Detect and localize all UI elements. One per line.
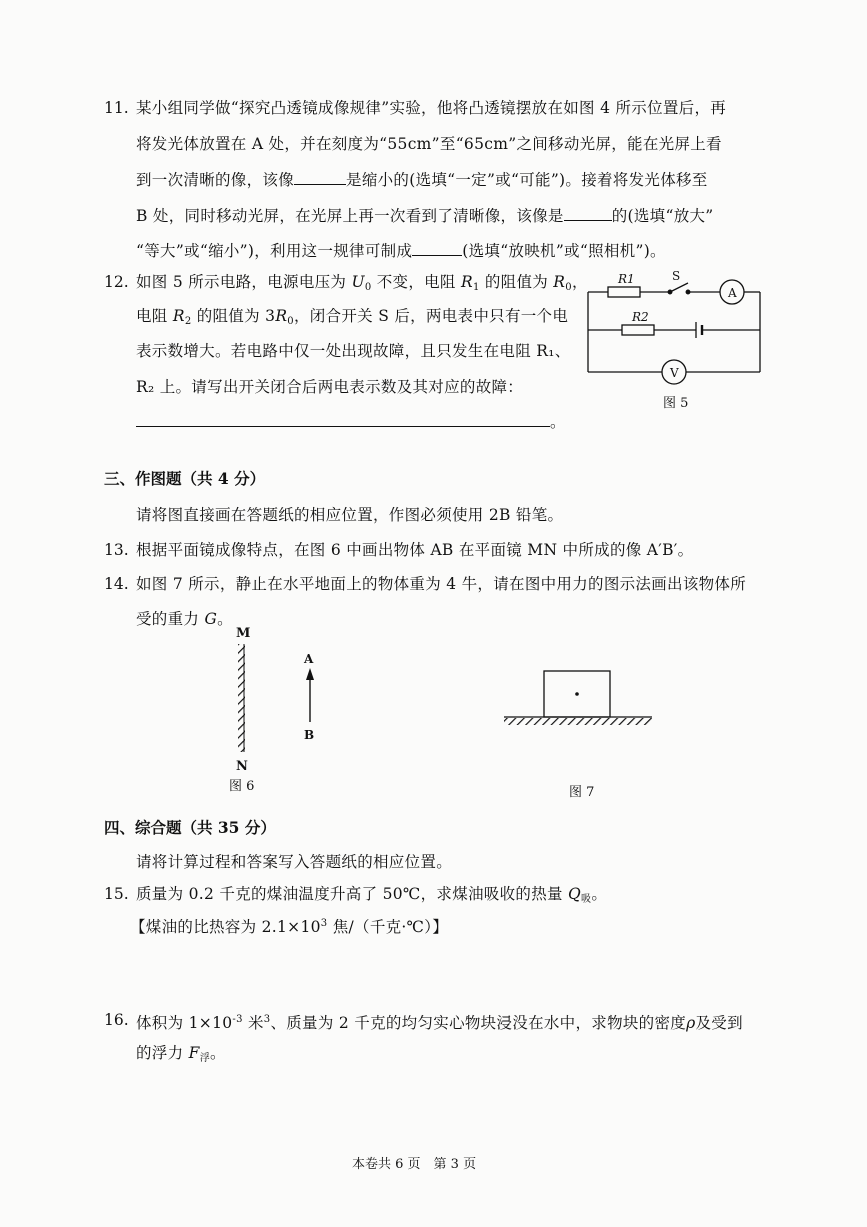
q15-l1b: 。	[591, 885, 608, 903]
section4-title: 四、综合题（共 35 分）	[104, 818, 276, 837]
q12-line2	[136, 306, 568, 332]
ground-hatch	[504, 718, 652, 725]
mirror-label-m: M	[236, 626, 251, 641]
q11-line4-a: B 处，同时移动光屏，在光屏上再一次看到了清晰像，该像是	[136, 207, 564, 225]
q11-line2: 将发光体放置在 A 处，并在刻度为“55cm”至“65cm”之间移动光屏，能在光屏上看	[136, 135, 722, 153]
q15-number: 15.	[104, 885, 129, 903]
q12-R0-sub-2: 0	[287, 316, 294, 327]
q12-R0: R	[553, 273, 566, 291]
q12-R1-sub: 1	[472, 282, 480, 293]
object-label-a: A	[304, 652, 314, 666]
section4-instructions: 请将计算过程和答案写入答题纸的相应位置。	[136, 853, 453, 871]
resistor-r2	[622, 325, 654, 335]
q12-R2: R	[172, 307, 185, 325]
figure5-caption: 图 5	[663, 396, 689, 411]
q12-l1c: 的阻值为	[479, 273, 554, 291]
section3-title: 三、作图题（共 4 分）	[104, 469, 266, 488]
q12-line3: 表示数增大。若电路中仅一处出现故障，且只发生在电阻 R₁、	[136, 342, 571, 360]
q12-R0-2: R	[275, 307, 288, 325]
q13-text: 根据平面镜成像特点，在图 6 中画出物体 AB 在平面镜 MN 中所成的像 A′B′。	[136, 541, 694, 559]
q12-line1	[136, 272, 588, 298]
q11-blank1[interactable]	[294, 170, 346, 185]
q16-l1d: 及受到	[695, 1014, 743, 1032]
q16-l1-sup2: 3	[263, 1014, 271, 1025]
q11-line5	[136, 241, 666, 261]
q16-l1c: 、质量为 2 千克的均匀实心物块浸没在水中，求物块的密度	[270, 1014, 687, 1032]
q11-line3-b: 是缩小的(选填“一定”或“可能”)。接着将发光体移至	[346, 171, 708, 189]
switch-s	[670, 283, 688, 292]
q11-line5-a: “等大”或“缩小”)，利用这一规律可制成	[136, 242, 413, 260]
figure7-caption: 图 7	[569, 785, 595, 800]
label-a: A	[728, 286, 737, 300]
q12-l1d: ，	[571, 273, 588, 291]
q11-line4	[136, 206, 714, 226]
q15-line2	[130, 914, 448, 937]
q16-F: F	[188, 1044, 200, 1062]
q15-l2-sup: 3	[320, 918, 328, 929]
figure5-circuit	[584, 268, 774, 388]
q12-l2a: 电阻	[136, 307, 173, 325]
mirror-label-n: N	[236, 759, 248, 772]
q16-number: 16.	[104, 1011, 129, 1029]
label-s: S	[672, 269, 681, 283]
q12-number: 12.	[104, 273, 129, 291]
q12-R0-sub: 0	[565, 282, 572, 293]
q15-Q: Q	[568, 885, 582, 903]
q12-l2c: ，闭合开关 S 后，两电表中只有一个电	[293, 307, 569, 325]
q16-line2	[136, 1043, 226, 1069]
q14-l2b: 。	[217, 610, 233, 628]
q11-line1: 某小组同学做“探究凸透镜成像规律”实验，他将凸透镜摆放在如图 4 所示位置后，再	[136, 99, 727, 117]
q15-l2a: 【煤油的比热容为 2.1×10	[130, 918, 321, 936]
q14-G: G	[204, 610, 218, 628]
q11-line4-b: 的(选填“放大”	[611, 207, 714, 225]
resistor-r1	[608, 287, 640, 297]
q15-l1a: 质量为 0.2 千克的煤油温度升高了 50℃，求煤油吸收的热量	[136, 885, 569, 903]
q11-blank2[interactable]	[564, 206, 612, 221]
q16-F-sub: 浮	[199, 1053, 211, 1064]
q12-U0-sub: 0	[364, 282, 372, 293]
q12-R2-sub: 2	[184, 316, 192, 327]
q15-Q-sub: 吸	[581, 894, 592, 905]
q14-line1: 如图 7 所示，静止在水平地面上的物体重为 4 牛，请在图中用力的图示法画出该物体所	[136, 575, 747, 593]
q12-U0: U	[351, 273, 365, 291]
q12-line5-end: 。	[550, 413, 566, 431]
label-r1: R1	[618, 272, 635, 286]
q12-l2b: 的阻值为 3	[191, 307, 276, 325]
object-label-b: B	[304, 728, 315, 742]
q11-line3	[136, 170, 708, 190]
q11-blank3[interactable]	[412, 241, 462, 256]
label-r2: R2	[632, 310, 649, 324]
q12-l1b: 不变，电阻	[371, 273, 461, 291]
q16-l1-sup: -3	[232, 1014, 243, 1025]
q16-rho: ρ	[686, 1014, 696, 1032]
q13-number: 13.	[104, 541, 129, 559]
figure6-caption: 图 6	[229, 779, 255, 794]
figure7-block	[500, 665, 660, 735]
q15-l2b: 焦/（千克·℃）】	[327, 918, 449, 936]
section3-instructions: 请将图直接画在答题纸的相应位置，作图必须使用 2B 铅笔。	[136, 506, 564, 524]
q11-line3-a: 到一次清晰的像，该像	[136, 171, 295, 189]
q11-number: 11.	[104, 99, 129, 117]
q11-line5-b: (选填“放映机”或“照相机”)。	[462, 242, 666, 260]
block-center	[575, 692, 579, 696]
q12-l1a: 如图 5 所示电路，电源电压为	[136, 273, 352, 291]
q16-l1a: 体积为 1×10	[136, 1014, 233, 1032]
figure6-mirror	[226, 622, 336, 772]
q14-number: 14.	[104, 575, 129, 593]
q14-line2	[136, 609, 233, 629]
q16-l1b: 米	[242, 1014, 264, 1032]
q16-l2a: 的浮力	[136, 1044, 189, 1062]
q12-answer-line[interactable]	[136, 426, 550, 427]
page-footer: 本卷共 6 页 第 3 页	[352, 1157, 477, 1172]
q12-R1: R	[460, 273, 473, 291]
label-v: V	[670, 366, 679, 380]
q16-l2b: 。	[210, 1044, 226, 1062]
q16-line1	[136, 1010, 743, 1033]
q14-l2a: 受的重力	[136, 610, 205, 628]
q15-line1	[136, 884, 607, 910]
q12-line4: R₂ 上。请写出开关闭合后两电表示数及其对应的故障：	[136, 378, 524, 396]
